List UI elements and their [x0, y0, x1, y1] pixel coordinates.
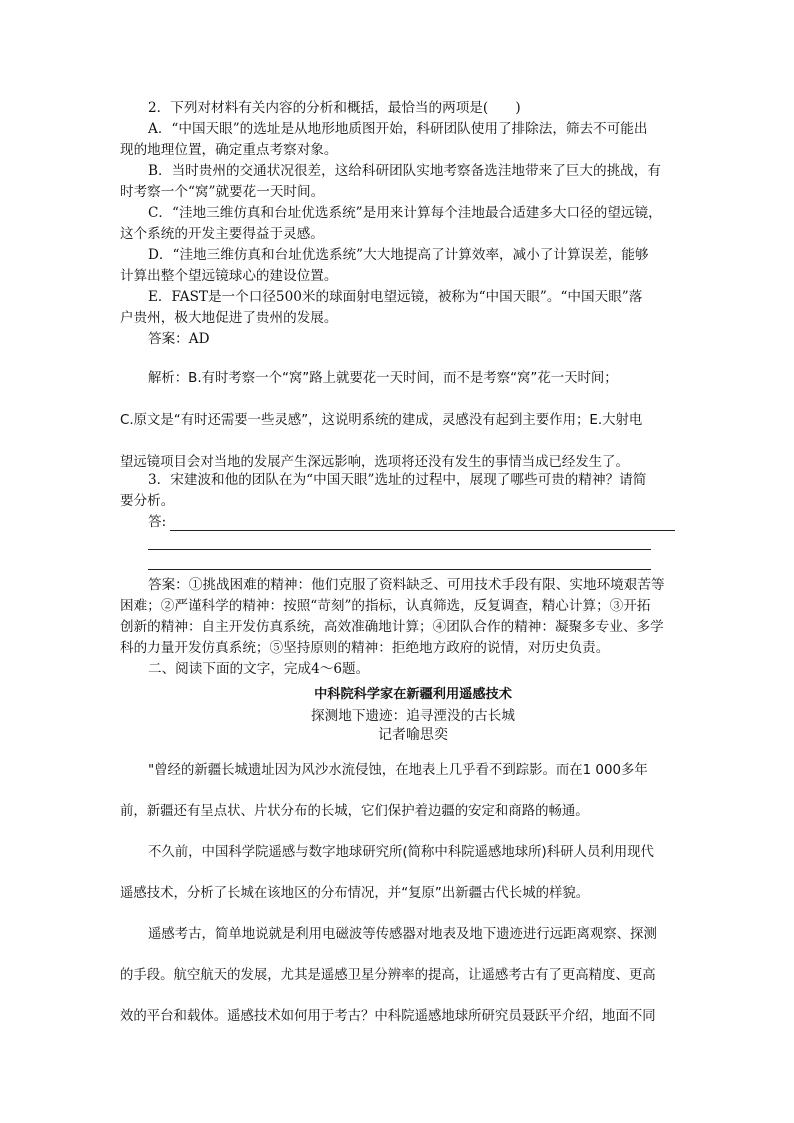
q3-stem-line2: 要分析。 [120, 493, 175, 509]
para3-line3: 效的平台和载体。遥感技术如何用于考古？中科院遥感地球所研究员聂跃平介绍，地面不同 [120, 1009, 656, 1024]
para1-line1: "曾经的新疆长城遗址因为风沙水流侵蚀，在地表上几乎看不到踪影。而在1 000多年 [148, 763, 648, 778]
q2-analysis [120, 358, 680, 484]
para2-line2: 遥感技术，分析了长城在该地区的分布情况，并“复原”出新疆古代长城的样貌。 [120, 886, 590, 901]
q3-answer-line4: 科的力量开发仿真系统；⑤坚持原则的精神：拒绝地方政府的说情，对历史负责。 [120, 640, 610, 656]
q2-option-d-line2: 计算出整个望远镜球心的建设位置。 [120, 268, 338, 284]
q2-analysis-line2: C.原文是“有时还需要一些灵感”，这说明系统的建成，灵感没有起到主要作用；E.大射电 [120, 413, 643, 428]
q3-stem-line1: 3．宋建波和他的团队在为“中国天眼”选址的过程中，展现了哪些可贵的精神？请简 [148, 472, 647, 488]
q3-answer-line2: 困难；②严谨科学的精神：按照“苛刻”的指标，认真筛选，反复调查，精心计算；③开拓 [120, 598, 651, 614]
para2-line1: 不久前，中国科学院遥感与数字地球研究所(简称中科院遥感地球所)科研人员利用现代 [148, 845, 654, 860]
article-title-2: 探测地下遗迹：追寻湮没的古长城 [311, 708, 515, 724]
q2-analysis-line3: 望远镜项目会对当地的发展产生深远影响，选项将还没有发生的事情当成已经发生了。 [120, 455, 629, 470]
section-2-heading: 二、阅读下面的文字，完成4～6题。 [148, 661, 370, 677]
para1-line2: 前，新疆还有呈点状、片状分布的长城，它们保护着边疆的安定和商路的畅通。 [120, 804, 589, 819]
q2-option-b-line1: B．当时贵州的交通状况很差，这给科研团队实地考察备选洼地带来了巨大的挑战，有 [148, 163, 661, 179]
q2-stem: 2．下列对材料有关内容的分析和概括，最恰当的两项是( ) [148, 100, 521, 116]
q2-option-a-line2: 现的地理位置，确定重点考察对象。 [120, 142, 338, 158]
answer-line-1[interactable] [170, 530, 675, 531]
q3-answer-prompt: 答: [148, 514, 167, 530]
q2-option-a-line1: A．“中国天眼”的选址是从地形地质图开始，科研团队使用了排除法，筛去不可能出 [148, 121, 648, 137]
q2-option-d-line1: D．“洼地三维仿真和台址优选系统”大大地提高了计算效率，减小了计算误差，能够 [148, 247, 649, 263]
question-2 [120, 98, 678, 350]
para3-line1: 遥感考古，简单地说就是利用电磁波等传感器对地表及地下遗迹进行远距离观察、探测 [148, 927, 657, 942]
article-body [120, 750, 680, 1037]
q3-answer [120, 575, 678, 680]
q2-option-e-line2: 户贵州，极大地促进了贵州的发展。 [120, 310, 338, 326]
answer-line-2[interactable] [148, 549, 651, 550]
q2-option-c-line2: 这个系统的开发主要得益于灵感。 [120, 226, 324, 242]
q3-answer-line3: 创新的精神：自主开发仿真系统，高效准确地计算；④团队合作的精神：凝聚多专业、多学 [120, 619, 664, 635]
para3-line2: 的手段。航空航天的发展，尤其是遥感卫星分辨率的提高，让遥感考古有了更高精度、更高 [120, 968, 656, 983]
q3-answer-line1: 答案：①挑战困难的精神：他们克服了资料缺乏、可用技术手段有限、实地环境艰苦等 [148, 577, 665, 593]
article-reporter: 记者喻思奕 [378, 727, 448, 743]
answer-line-3[interactable] [148, 569, 651, 570]
q2-option-c-line1: C．“洼地三维仿真和台址优选系统”是用来计算每个洼地最合适建多大口径的望远镜， [148, 205, 662, 221]
q2-analysis-line1: 解析：B.有时考察一个“窝”路上就要花一天时间，而不是考察“窝”花一天时间； [148, 371, 618, 386]
q2-option-e-line1: E．FAST是一个口径500米的球面射电望远镜，被称为“中国天眼”。“中国天眼”落 [148, 289, 643, 305]
q2-answer: 答案：AD [148, 331, 210, 347]
article-title-1: 中科院科学家在新疆利用遥感技术 [314, 687, 512, 702]
question-3 [120, 470, 678, 533]
q2-option-b-line2: 时考察一个“窝”就要花一天时间。 [120, 184, 325, 200]
